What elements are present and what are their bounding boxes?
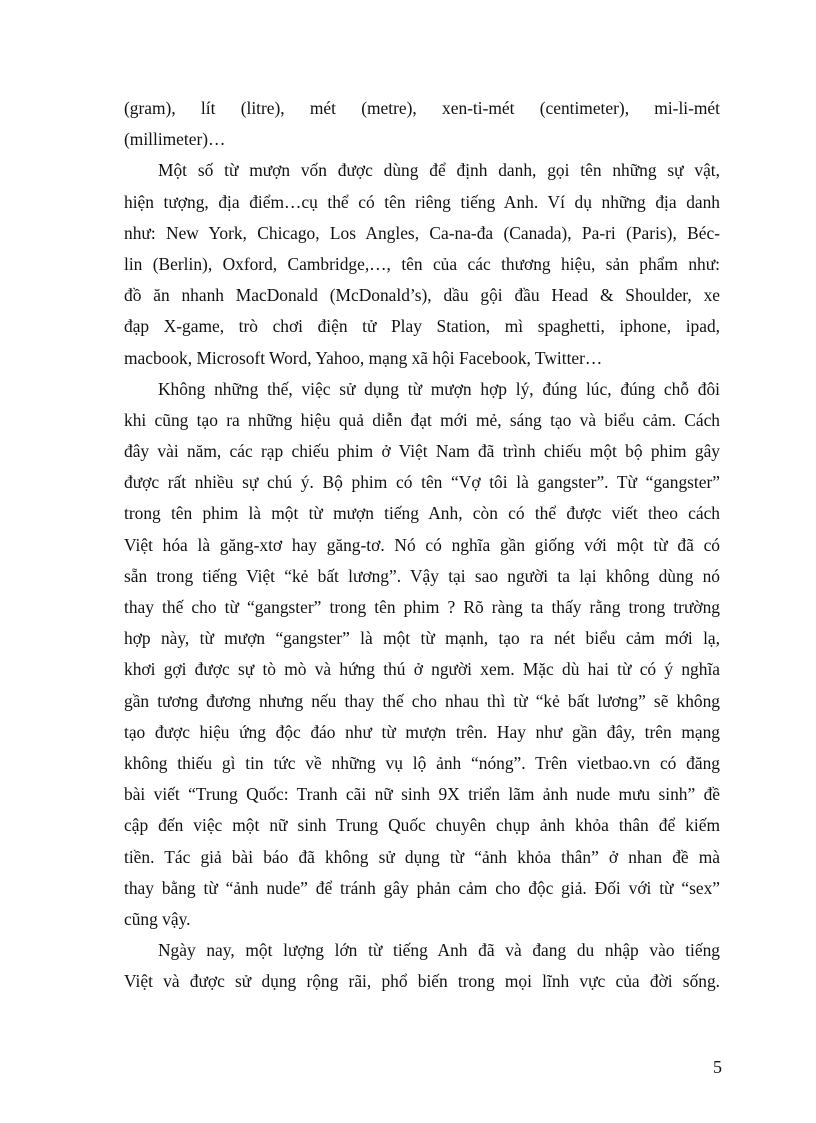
text-line: (millimeter)… (124, 129, 226, 150)
text-line: trong tên phim là một từ mượn tiếng Anh, còn có thể được viết theo cách (124, 503, 720, 524)
text-line: khơi gợi được sự tò mò và hứng thú ở người xem. Mặc dù hai từ có ý nghĩa (124, 659, 720, 680)
text-line: Việt hóa là găng-xtơ hay găng-tơ. Nó có nghĩa gần giống với một từ đã có (124, 534, 720, 555)
text-line: sẵn trong tiếng Việt “kẻ bất lương”. Vậy tại sao người ta lại không dùng nó (124, 565, 720, 586)
text-line: (gram), lít (litre), mét (metre), xen-ti-mét (centimeter), mi-li-mét (124, 98, 720, 118)
text-line: như: New York, Chicago, Los Angles, Ca-na-đa (Canada), Pa-ri (Paris), Béc- (124, 222, 720, 243)
text-line: hợp này, từ mượn “gangster” là một từ mạnh, tạo ra nét biểu cảm mới lạ, (124, 628, 720, 649)
text-line: Không những thế, việc sử dụng từ mượn hợp lý, đúng lúc, đúng chỗ đôi (158, 378, 720, 399)
text-line: Ngày nay, một lượng lớn từ tiếng Anh đã và đang du nhập vào tiếng (158, 940, 720, 961)
text-line: thay bằng từ “ảnh nude” để tránh gây phản cảm cho độc giả. Đối với từ “sex” (124, 877, 720, 898)
text-line: tiền. Tác giả bài báo đã không sử dụng từ “ảnh khỏa thân” ở nhan đề mà (124, 846, 720, 867)
text-line: thay thế cho từ “gangster” trong tên phim ? Rõ ràng ta thấy rằng trong trường (124, 597, 720, 617)
text-line: lin (Berlin), Oxford, Cambridge,…, tên của các thương hiệu, sản phẩm như: (124, 253, 720, 274)
text-line: gần tương đương nhưng nếu thay thế cho nhau thì từ “kẻ bất lương” sẽ không (124, 690, 720, 711)
text-line: bài viết “Trung Quốc: Tranh cãi nữ sinh 9X triển lãm ảnh nude mưu sinh” đề (124, 784, 720, 805)
text-line: đồ ăn nhanh MacDonald (McDonald’s), dầu gội đầu Head & Shoulder, xe (124, 285, 720, 306)
text-line: cập đến việc một nữ sinh Trung Quốc chuyên chụp ảnh khỏa thân để kiếm (124, 815, 720, 836)
text-line: đạp X-game, trò chơi điện tử Play Station, mì spaghetti, iphone, ipad, (124, 316, 720, 337)
text-line: macbook, Microsoft Word, Yahoo, mạng xã hội Facebook, Twitter… (124, 347, 603, 368)
text-line: được rất nhiều sự chú ý. Bộ phim có tên “Vợ tôi là gangster”. Từ “gangster” (124, 472, 720, 493)
text-line: hiện tượng, địa điểm…cụ thể có tên riêng tiếng Anh. Ví dụ những địa danh (124, 191, 720, 212)
text-line: Việt và được sử dụng rộng rãi, phổ biến trong mọi lĩnh vực của đời sống. (124, 971, 720, 992)
document-body (124, 93, 720, 997)
text-line: Một số từ mượn vốn được dùng để định danh, gọi tên những sự vật, (158, 160, 720, 181)
text-line: cũng vậy. (124, 908, 191, 929)
text-line: không thiếu gì tin tức về những vụ lộ ảnh “nóng”. Trên vietbao.vn có đăng (124, 752, 720, 773)
text-line: đây vài năm, các rạp chiếu phim ở Việt Nam đã trình chiếu một bộ phim gây (124, 441, 720, 462)
page-number: 5 (713, 1057, 722, 1077)
text-line: tạo được hiệu ứng độc đáo như từ mượn trên. Hay như gần đây, trên mạng (124, 721, 720, 742)
text-line: khi cũng tạo ra những hiệu quả diễn đạt mới mẻ, sáng tạo và biểu cảm. Cách (124, 409, 720, 430)
